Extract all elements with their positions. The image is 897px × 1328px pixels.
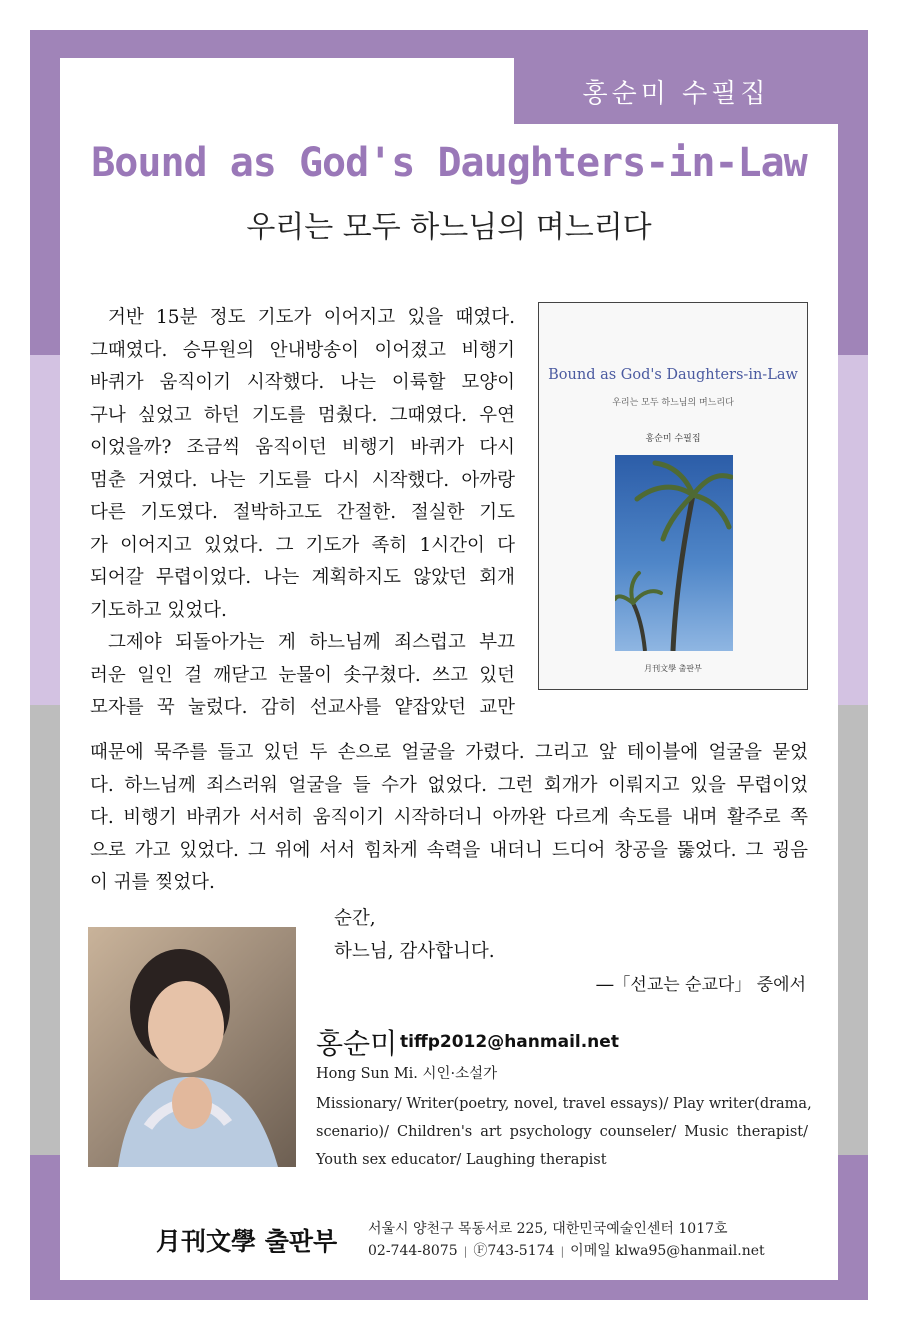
- text-line: 다. 비행기 바퀴가 서서히 움직이기 시작하더니 아까완 다르게 속도를 내며 활주로 쪽: [90, 807, 808, 828]
- desc-line: scenario)/ Children's art psychology counseler/ Music therapist/: [316, 1124, 808, 1140]
- text-line: 때문에 묵주를 들고 있던 두 손으로 얼굴을 가렸다. 그리고 앞 테이블에 얼굴을 묻었: [90, 742, 808, 763]
- text-line: 바퀴가 움직이기 시작했다. 나는 이륙할 모양이: [90, 372, 515, 393]
- text-line: 러운 일인 걸 깨닫고 눈물이 솟구쳤다. 쓰고 있던: [90, 664, 515, 686]
- text-line: 다른 기도였다. 절박하고도 간절한. 절실한 기도: [90, 502, 515, 523]
- title-korean: 우리는 모두 하느님의 며느리다: [246, 210, 652, 245]
- text-line: 으로 가고 있었다. 그 위에 서서 힘차게 속력을 내더니 드디어 창공을 뚫었다. 그 굉음: [90, 839, 808, 861]
- closing-lines: [334, 903, 495, 968]
- excerpt-narrow-column: [90, 302, 515, 725]
- series-label: 홍순미 수필집: [514, 58, 838, 124]
- publisher-fax: Ⓕ743-5174: [473, 1243, 555, 1259]
- author-portrait-icon: [88, 927, 296, 1167]
- title-english: Bound as God's Daughters-in-Law: [91, 140, 807, 186]
- text-line: 모자를 꾹 눌렀다. 감히 선교사를 얕잡았던 교만: [90, 697, 515, 718]
- author-role: Hong Sun Mi. 시인·소설가: [316, 1066, 498, 1082]
- cover-title: Bound as God's Daughters-in-Law: [548, 367, 798, 383]
- text-line: 그제야 되돌아가는 게 하느님께 죄스럽고 부끄: [108, 632, 515, 653]
- desc-line: Youth sex educator/ Laughing therapist: [316, 1152, 607, 1168]
- publisher-address: 서울시 양천구 목동서로 225, 대한민국예술인센터 1017호: [368, 1221, 728, 1237]
- text-line: 거반 15분 정도 기도가 이어지고 있을 때였다.: [108, 307, 515, 328]
- publisher-contact: [368, 1218, 765, 1263]
- excerpt-wide-column: [90, 737, 808, 900]
- cover-author: 홍순미 수필집: [645, 434, 701, 444]
- closing-line: 하느님, 감사합니다.: [334, 940, 495, 962]
- text-line: 되어갈 무렵이었다. 나는 계획하지도 않았던 회개: [90, 567, 515, 588]
- author-name: 홍순미: [316, 1027, 398, 1060]
- text-line: 기도하고 있었다.: [90, 599, 227, 621]
- text-line: 그때였다. 승무원의 안내방송이 이어졌고 비행기: [90, 339, 515, 361]
- publisher-email: 이메일 klwa95@hanmail.net: [570, 1243, 765, 1259]
- cover-palm-photo: [615, 455, 733, 651]
- separator: |: [463, 1245, 468, 1258]
- publisher-logo: 月刊文學 출판부: [156, 1227, 338, 1256]
- cover-publisher: 月刊文學 출판부: [644, 664, 702, 673]
- cover-subtitle: 우리는 모두 하느님의 며느리다: [612, 398, 734, 408]
- excerpt-source: ―「선교는 순교다」 중에서: [596, 975, 806, 995]
- text-line: 가 이어지고 있었다. 그 기도가 족히 1시간이 다: [90, 534, 515, 556]
- text-line: 구나 싶었고 하던 기도를 멈췄다. 그때였다. 우연: [90, 404, 515, 426]
- publisher-contact-line: [368, 1240, 765, 1263]
- author-description: [316, 1090, 812, 1174]
- palm-tree-icon: [615, 455, 733, 651]
- closing-line: 순간,: [334, 908, 376, 929]
- text-line: 다. 하느님께 죄스러워 얼굴을 들 수가 없었다. 그런 회개가 이뤄지고 있을 무렵이었: [90, 774, 808, 796]
- author-photo: [88, 927, 296, 1167]
- desc-line: Missionary/ Writer(poetry, novel, travel essays)/ Play writer(drama,: [316, 1096, 812, 1112]
- publisher-phone: 02-744-8075: [368, 1243, 458, 1259]
- text-line: 이 귀를 찢었다.: [90, 872, 215, 893]
- text-line: 이었을까? 조금씩 움직이던 비행기 바퀴가 다시: [90, 437, 515, 458]
- separator: |: [560, 1245, 565, 1258]
- text-line: 멈춘 거였다. 나는 기도를 다시 시작했다. 아까랑: [90, 469, 515, 491]
- book-cover: [538, 302, 808, 690]
- author-email: tiffp2012@hanmail.net: [400, 1032, 619, 1052]
